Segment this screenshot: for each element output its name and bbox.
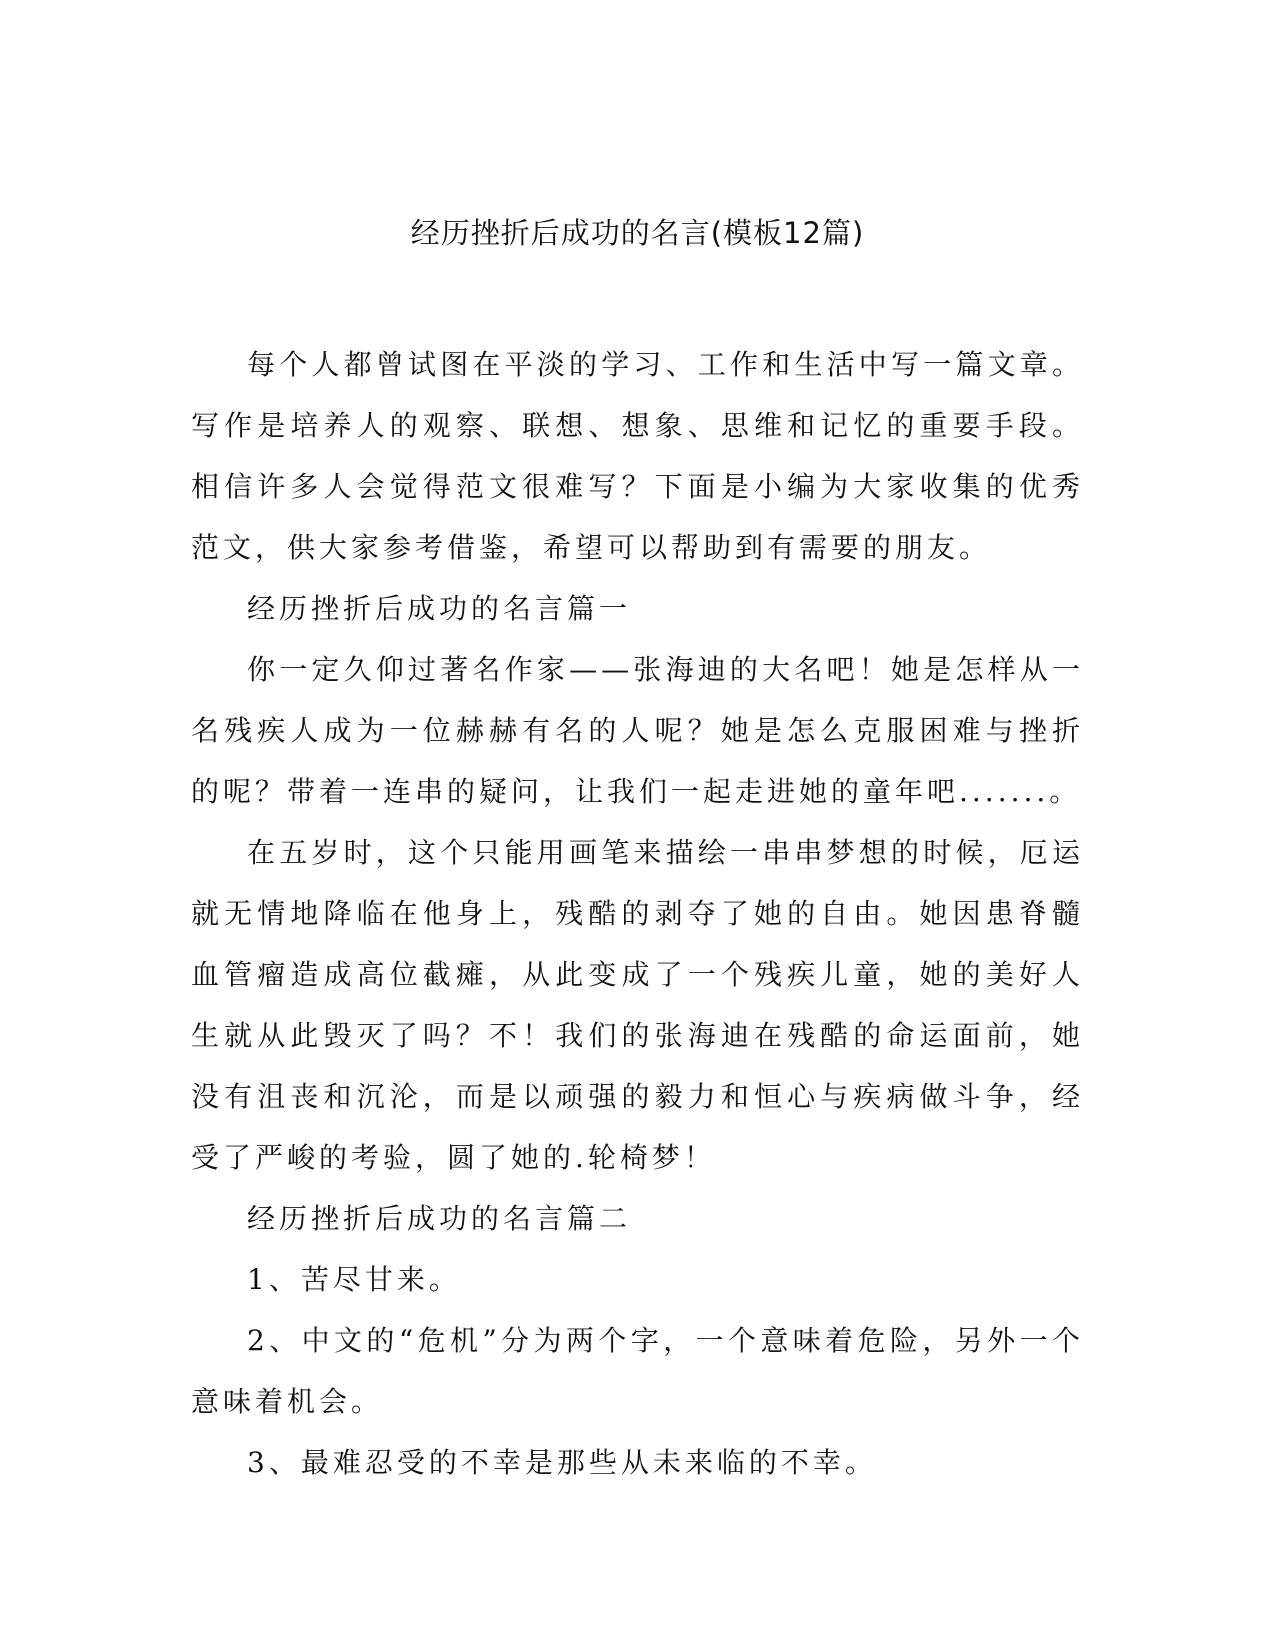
document-title: 经历挫折后成功的名言(模板12篇)	[410, 216, 865, 250]
section-heading-1: 经历挫折后成功的名言篇一	[247, 592, 632, 625]
section-heading-2: 经历挫折后成功的名言篇二	[247, 1202, 632, 1235]
quote-item: 3、最难忍受的不幸是那些从未来临的不幸。	[247, 1446, 877, 1479]
document-body	[191, 334, 1084, 1493]
quote-item: 2、中文的“危机”分为两个字，一个意味着危险，另外一个意味着机会。	[191, 1324, 1084, 1418]
body-paragraph: 你一定久仰过著名作家——张海迪的大名吧！她是怎样从一名残疾人成为一位赫赫有名的人呢？她是怎么克服困难与挫折的呢？带着一连串的疑问，让我们一起走进她的童年吧.......。	[191, 653, 1084, 808]
body-paragraph: 在五岁时，这个只能用画笔来描绘一串串梦想的时候，厄运就无情地降临在他身上，残酷的剥夺了她的自由。她因患脊髓血管瘤造成高位截瘫，从此变成了一个残疾儿童，她的美好人生就从此毁灭了吗？不！我们的张海迪在残酷的命运面前，她没有沮丧和沉沦，而是以顽强的毅力和恒心与疾病做斗争，经受了严峻的考验，圆了她的.轮椅梦！	[191, 836, 1084, 1174]
intro-paragraph: 每个人都曾试图在平淡的学习、工作和生活中写一篇文章。写作是培养人的观察、联想、想象、思维和记忆的重要手段。相信许多人会觉得范文很难写？下面是小编为大家收集的优秀范文，供大家参考借鉴，希望可以帮助到有需要的朋友。	[191, 348, 1084, 564]
quote-item: 1、苦尽甘来。	[247, 1263, 461, 1296]
